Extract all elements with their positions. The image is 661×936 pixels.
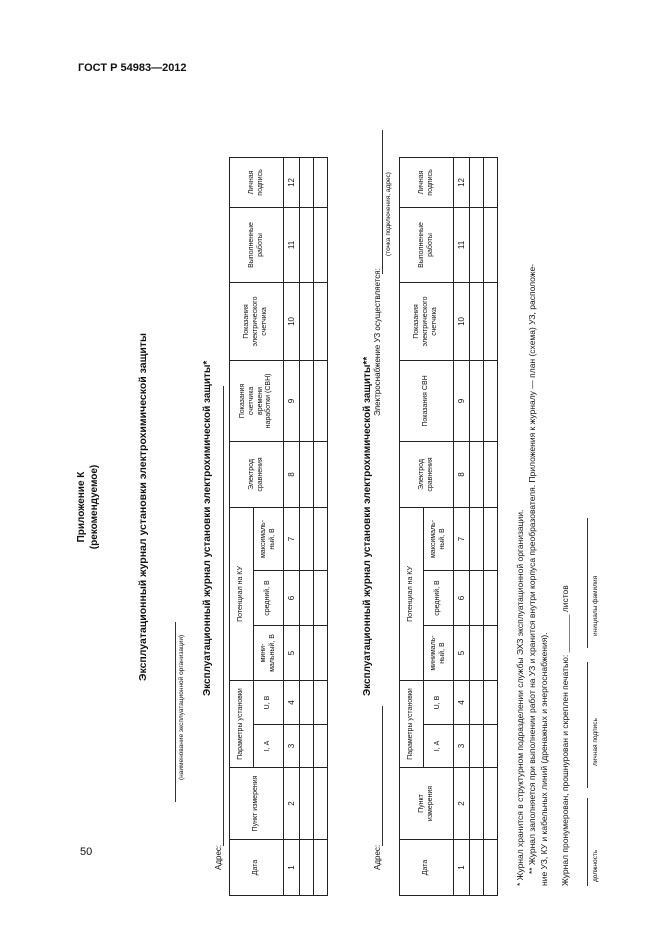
col-avg: средний, В (254, 571, 284, 626)
num-cell: 10 (454, 282, 470, 360)
col-min: минималь- ный, В (424, 626, 454, 681)
table-row (484, 157, 498, 895)
num-cell: 6 (454, 571, 470, 626)
col-works: Выполненные работы (400, 207, 454, 282)
footnote-2a: ** Журнал заполняется при выполнении работ на УЗ и хранится внутри корпуса преобразователя. Приложения к журналу — план (схема) УЗ, расположе- (527, 263, 537, 874)
col-works: Выполненные работы (230, 207, 284, 282)
appendix-title: Приложение К (76, 471, 87, 543)
journal2-supply-caption: (точка подключения, адрес) (385, 172, 392, 256)
col-meter: Показания электрического счетчика (400, 282, 454, 360)
journal1-title: Эксплуатационный журнал установки электрохимической защиты* (202, 360, 213, 696)
journal2-supply-label: Электроснабжение УЗ осуществляется: (373, 268, 382, 416)
org-name-line (175, 622, 176, 802)
journal2-address-label: Адрес: (373, 844, 382, 870)
num-cell: 8 (454, 441, 470, 507)
rotated-content (52, 118, 613, 896)
col-measure-point: Пункт измерения (230, 768, 284, 840)
journal2-title: Эксплуатационный журнал установки электрохимической защиты** (362, 356, 373, 696)
col-max: максималь- ный, В (254, 507, 284, 570)
table-row (314, 157, 328, 895)
num-cell: 2 (284, 768, 300, 840)
numbered-statement: Журнал пронумерован, прошнурован и скреплен печатью: ________ листов (560, 585, 570, 886)
appendix-subtitle: (рекомендуемое) (89, 464, 100, 550)
num-cell: 7 (454, 507, 470, 570)
col-params: Параметры установки (400, 681, 424, 768)
num-cell: 12 (284, 157, 300, 207)
num-cell: 5 (454, 626, 470, 681)
col-signature: Личная подпись (230, 157, 284, 207)
col-signature: Личная подпись (400, 157, 454, 207)
col-voltage: U, В (424, 681, 454, 725)
journal2-supply-line (382, 130, 383, 274)
position-caption: должность (592, 849, 599, 882)
col-electrode: Электрод сравнения (400, 441, 454, 507)
num-cell: 4 (454, 681, 470, 725)
col-avg: средний, В (424, 571, 454, 626)
col-date: Дата (400, 840, 454, 896)
num-cell: 9 (284, 360, 300, 441)
num-cell: 2 (454, 768, 470, 840)
initials-line (587, 518, 588, 648)
col-potential: Потенциал на КУ (400, 507, 424, 680)
col-min: мини- мальный, В (254, 626, 284, 681)
initials-caption: инициалы фамилия (592, 575, 599, 636)
journal2-address-line (382, 706, 383, 846)
num-cell: 8 (284, 441, 300, 507)
table-row (470, 157, 484, 895)
num-cell: 6 (284, 571, 300, 626)
col-meter: Показания электрического счетчика (230, 282, 284, 360)
footnote-1: * Журнал хранится в структурном подразделении службы ЭХЗ эксплуатационной организации. (515, 509, 525, 886)
num-cell: 3 (284, 725, 300, 768)
num-cell: 5 (284, 626, 300, 681)
page-number: 50 (80, 846, 93, 858)
standard-header: ГОСТ Р 54983—2012 (78, 62, 187, 74)
journal1-address-line (223, 386, 224, 846)
num-cell: 9 (454, 360, 470, 441)
num-cell: 1 (454, 840, 470, 896)
col-voltage: U, В (254, 681, 284, 725)
org-caption: (наименование эксплуатационной организации) (178, 634, 185, 780)
num-cell: 7 (284, 507, 300, 570)
position-line (587, 798, 588, 886)
signature-caption: личная подпись (592, 718, 599, 766)
main-title: Эксплуатационный журнал установки электрохимической защиты (137, 333, 149, 682)
col-params: Параметры установки (230, 681, 254, 768)
num-cell: 1 (284, 840, 300, 896)
journal1-address-label: Адрес: (214, 844, 223, 870)
footnote-2b: ние УЗ, КУ и кабельных линий (дренажных и энергоснабжения). (539, 632, 549, 886)
col-potential: Потенциал на КУ (230, 507, 254, 680)
num-cell: 3 (454, 725, 470, 768)
num-cell: 10 (284, 282, 300, 360)
col-electrode: Электрод сравнения (230, 441, 284, 507)
journal1-table (229, 157, 328, 896)
signature-line (587, 662, 588, 788)
col-max: максималь- ный, В (424, 507, 454, 570)
table-row (300, 157, 314, 895)
num-cell: 11 (454, 207, 470, 282)
col-current: I, А (254, 725, 284, 768)
col-date: Дата (230, 840, 284, 896)
col-current: I, А (424, 725, 454, 768)
num-cell: 12 (454, 157, 470, 207)
col-measure-point: Пункт измерения (400, 768, 454, 840)
num-cell: 4 (284, 681, 300, 725)
num-cell: 11 (284, 207, 300, 282)
col-timer: Показания счетчика времени наработки (СВН) (230, 360, 284, 441)
col-svn: Показания СВН (400, 360, 454, 441)
journal2-table (399, 157, 498, 896)
